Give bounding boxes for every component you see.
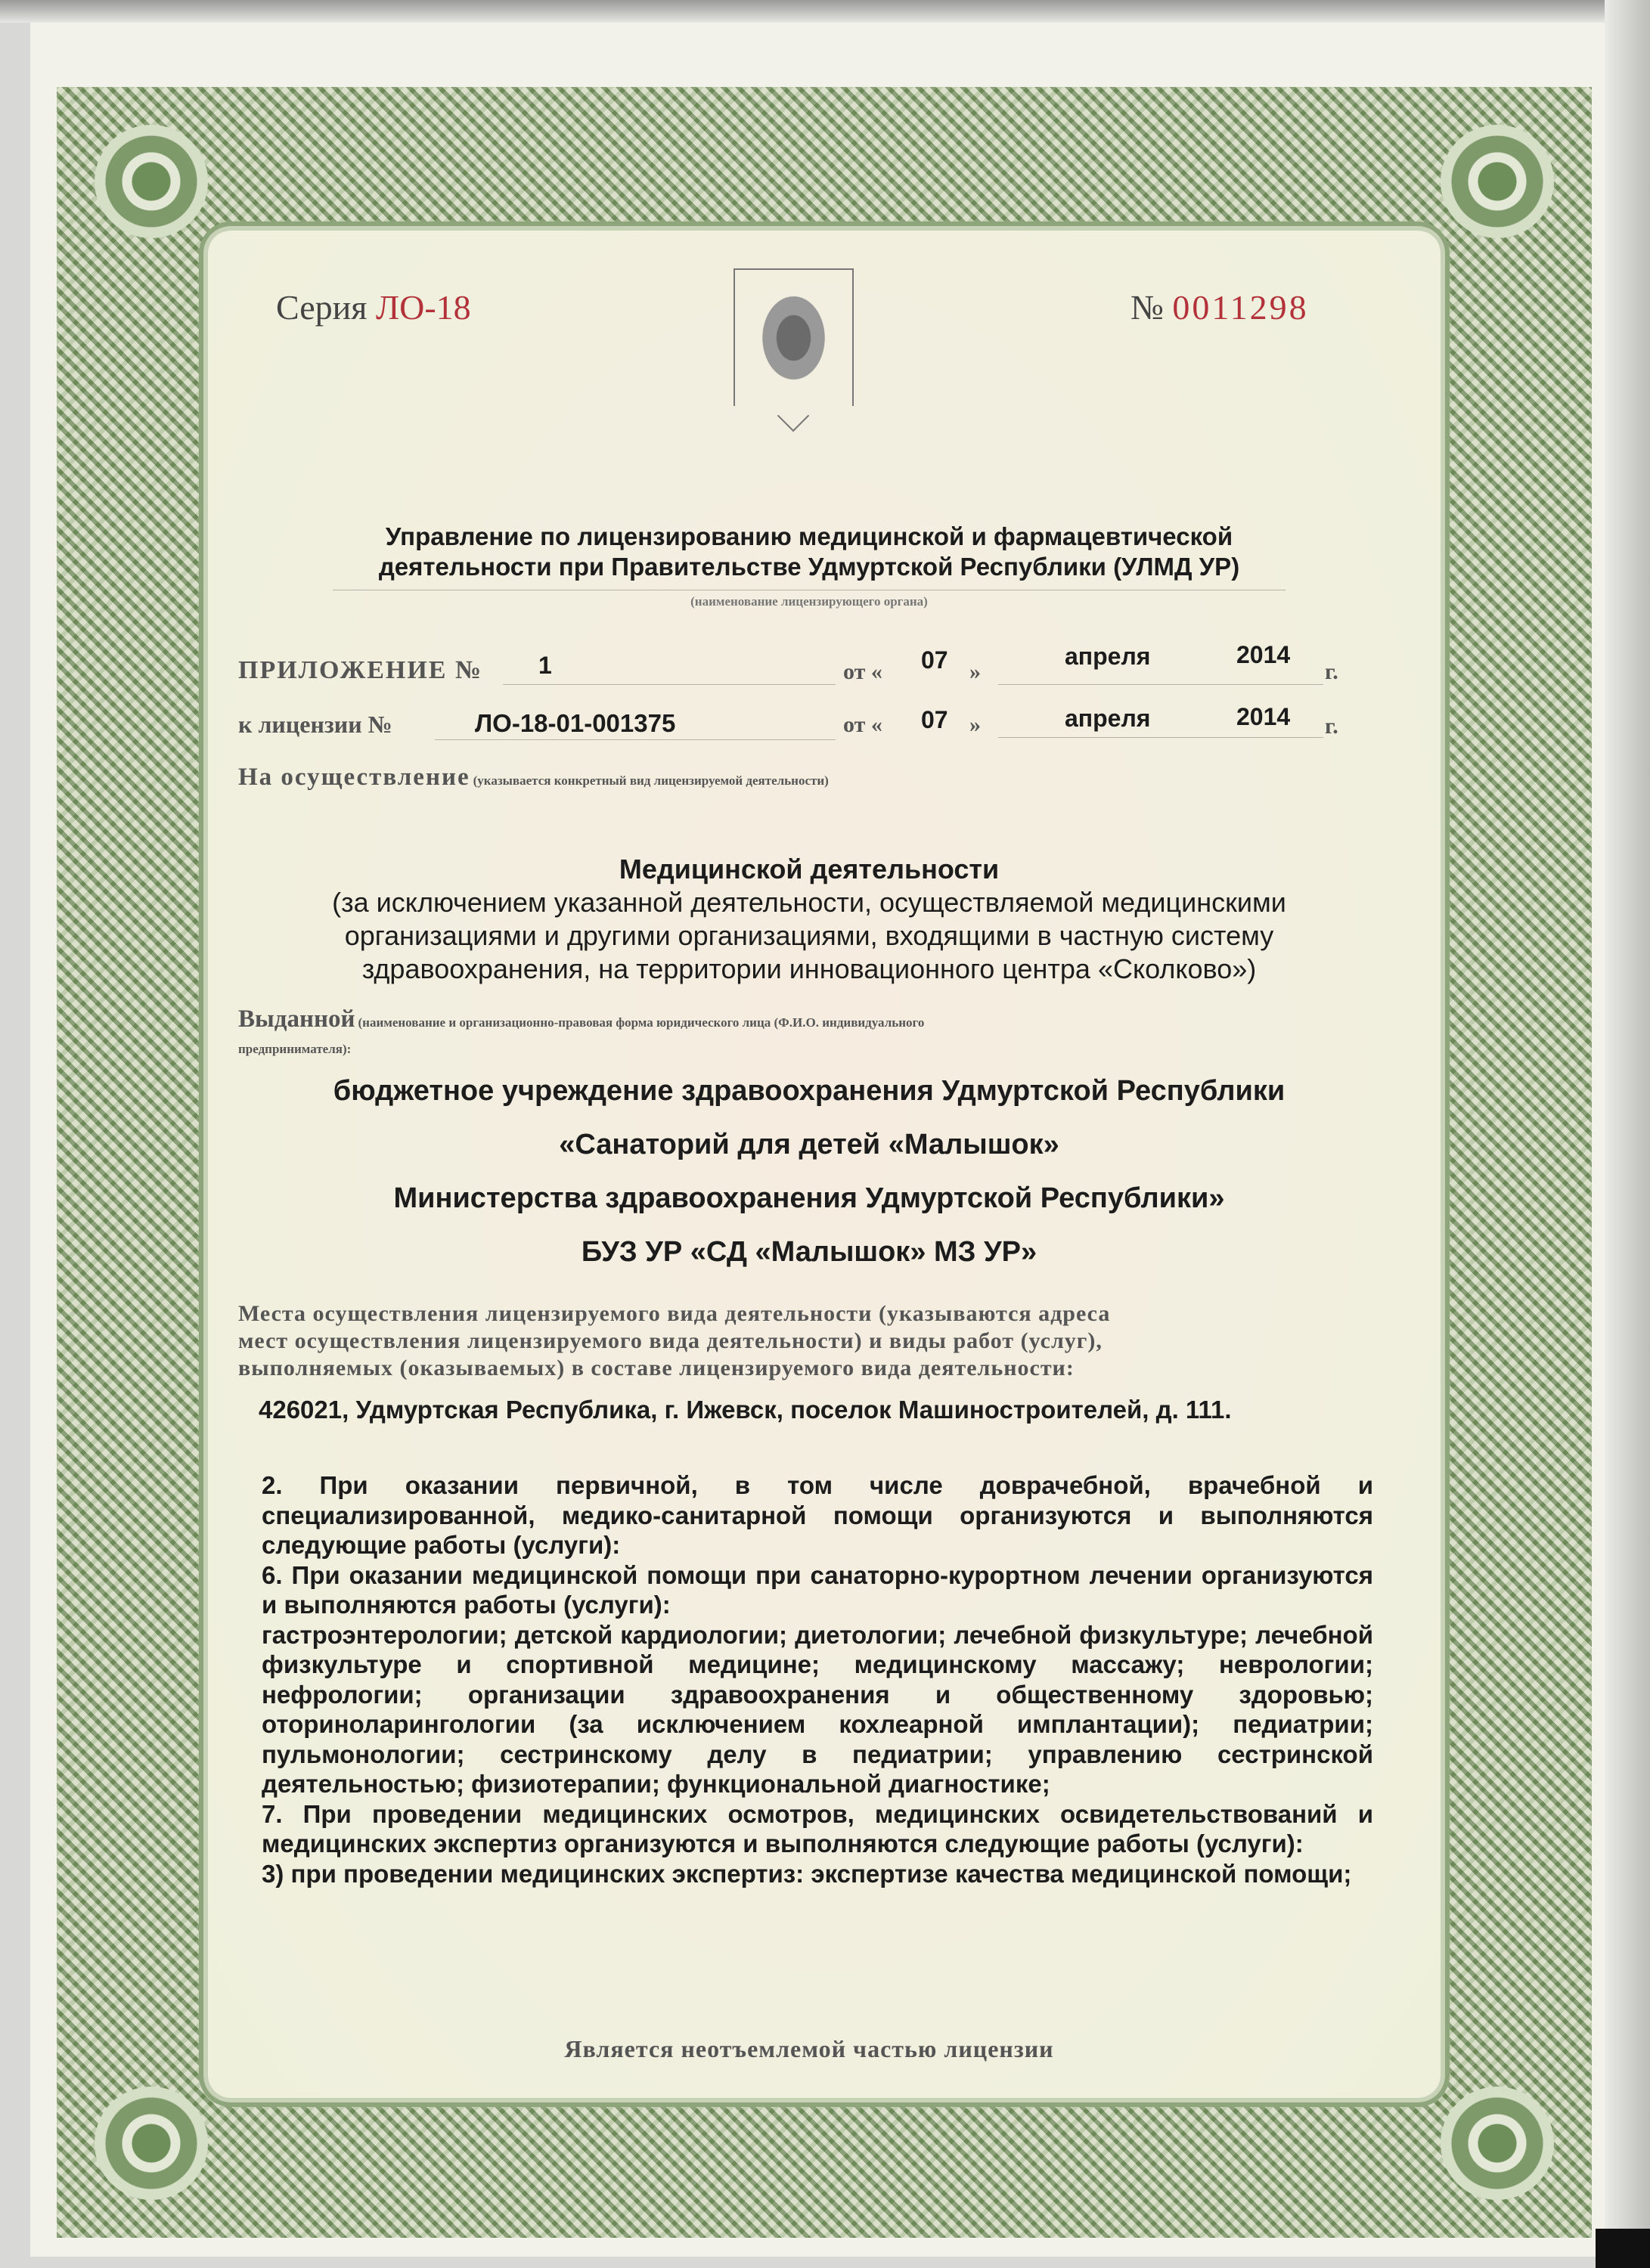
field-line	[503, 684, 836, 685]
field-line	[435, 739, 836, 740]
issued-label-row	[238, 1005, 924, 1033]
from-label: от «	[843, 659, 882, 684]
works-item: 3) при проведении медицинских экспертиз: экспертизе качества медицинской помощи;	[262, 1859, 1352, 1888]
corner-rosette	[95, 125, 208, 238]
license-year: 2014	[1236, 703, 1291, 730]
works-list	[262, 1470, 1373, 1888]
works-item: 7. При проведении медицинских осмотров, медицинских освидетельствований и медицинских экспертиз организуются и выполняются следующие работы (услуги):	[262, 1799, 1373, 1857]
licensing-authority	[227, 522, 1391, 582]
scan-artifact	[1596, 2229, 1650, 2268]
scan-edge-right	[1605, 0, 1650, 2268]
quote-close: »	[969, 712, 981, 737]
places-caption	[238, 1300, 1372, 1382]
issued-label: Выданной	[238, 1005, 355, 1033]
license-day: 07	[921, 706, 948, 733]
issued-caption: предпринимателя):	[238, 1042, 352, 1056]
issued-caption: (наименование и организационно-правовая форма юридического лица (Ф.И.О. индивидуального	[358, 1015, 925, 1030]
number-label: №	[1130, 288, 1164, 327]
activity-line: здравоохранения, на территории инновационного центра «Сколково»)	[361, 953, 1257, 984]
corner-rosette	[95, 2087, 208, 2200]
series	[276, 287, 471, 327]
appendix-year: 2014	[1236, 641, 1291, 668]
series-label: Серия	[276, 288, 368, 327]
license-label: к лицензии №	[238, 711, 392, 738]
field-line	[998, 737, 1323, 738]
licensee-line: Министерства здравоохранения Удмуртской Республики»	[393, 1182, 1225, 1214]
licensee-line: «Санаторий для детей «Малышок»	[559, 1129, 1059, 1160]
coat-of-arms-icon	[734, 268, 854, 406]
form-number	[1130, 287, 1309, 327]
activity-line: (за исключением указанной деятельности, осуществляемой медицинскими	[332, 887, 1286, 918]
series-value: ЛО-18	[375, 288, 471, 327]
activity-label-row	[238, 764, 829, 792]
corner-rosette	[1441, 2087, 1554, 2200]
corner-rosette	[1441, 125, 1554, 238]
works-item: 2. При оказании первичной, в том числе доврачебной, врачебной и специализированной, медико-санитарной помощи организуются и выполняются следующие работы (услуги):	[262, 1471, 1373, 1559]
activity-line: организациями и другими организациями, входящими в частную систему	[344, 920, 1274, 951]
activity-block	[227, 853, 1391, 986]
licensee-name	[227, 1064, 1391, 1279]
authority-line: деятельности при Правительстве Удмуртской Республики (УЛМД УР)	[378, 553, 1240, 581]
works-item: гастроэнтерологии; детской кардиологии; диетологии; лечебной физкультуре; лечебной физкультуре и спортивной медицине; медицинскому массажу; неврологии; нефрологии; организации здравоохранения и общественному здоровью; оториноларингологии (за исключением кохлеарной имплантации); педиатрии; пульмонологии; сестринскому делу в педиатрии; управлению сестринской деятельностью; физиотерапии; функциональной диагностике;	[262, 1620, 1373, 1798]
scan-edge-top	[0, 0, 1650, 23]
authority-line: Управление по лицензированию медицинской и фармацевтической	[385, 522, 1233, 550]
works-item: 6. При оказании медицинской помощи при санаторно-курортном лечении организуются и выполняются работы (услуги):	[262, 1560, 1373, 1619]
appendix-month: апреля	[1065, 643, 1151, 670]
field-line	[998, 684, 1323, 685]
year-suffix: г.	[1325, 659, 1338, 684]
year-suffix: г.	[1325, 714, 1338, 739]
license-number: ЛО-18-01-001375	[475, 709, 676, 737]
authority-caption: (наименование лицензирующего органа)	[690, 594, 928, 609]
from-label: от «	[843, 712, 882, 737]
licensee-line: бюджетное учреждение здравоохранения Удмуртской Республики	[333, 1075, 1286, 1107]
quote-close: »	[969, 659, 981, 684]
number-value: 0011298	[1172, 288, 1309, 327]
footer-note: Является неотъемлемой частью лицензии	[564, 2035, 1054, 2062]
places-line: Места осуществления лицензируемого вида деятельности (указываются адреса	[238, 1301, 1111, 1326]
appendix-number: 1	[538, 652, 552, 679]
activity-title: Медицинской деятельности	[619, 854, 1000, 885]
license-month: апреля	[1065, 705, 1151, 732]
address: 426021, Удмуртская Республика, г. Ижевск, поселок Машиностроителей, д. 111.	[259, 1396, 1232, 1424]
places-line: выполняемых (оказываемых) в составе лицензируемого вида деятельности:	[238, 1356, 1075, 1380]
licensee-line: БУЗ УР «СД «Малышок» МЗ УР»	[581, 1236, 1037, 1268]
appendix-day: 07	[921, 646, 948, 674]
activity-caption: (указывается конкретный вид лицензируемой деятельности)	[473, 773, 829, 788]
appendix-label: ПРИЛОЖЕНИЕ №	[238, 656, 483, 684]
activity-label: На осуществление	[238, 764, 470, 791]
places-line: мест осуществления лицензируемого вида деятельности) и виды работ (услуг),	[238, 1328, 1103, 1353]
